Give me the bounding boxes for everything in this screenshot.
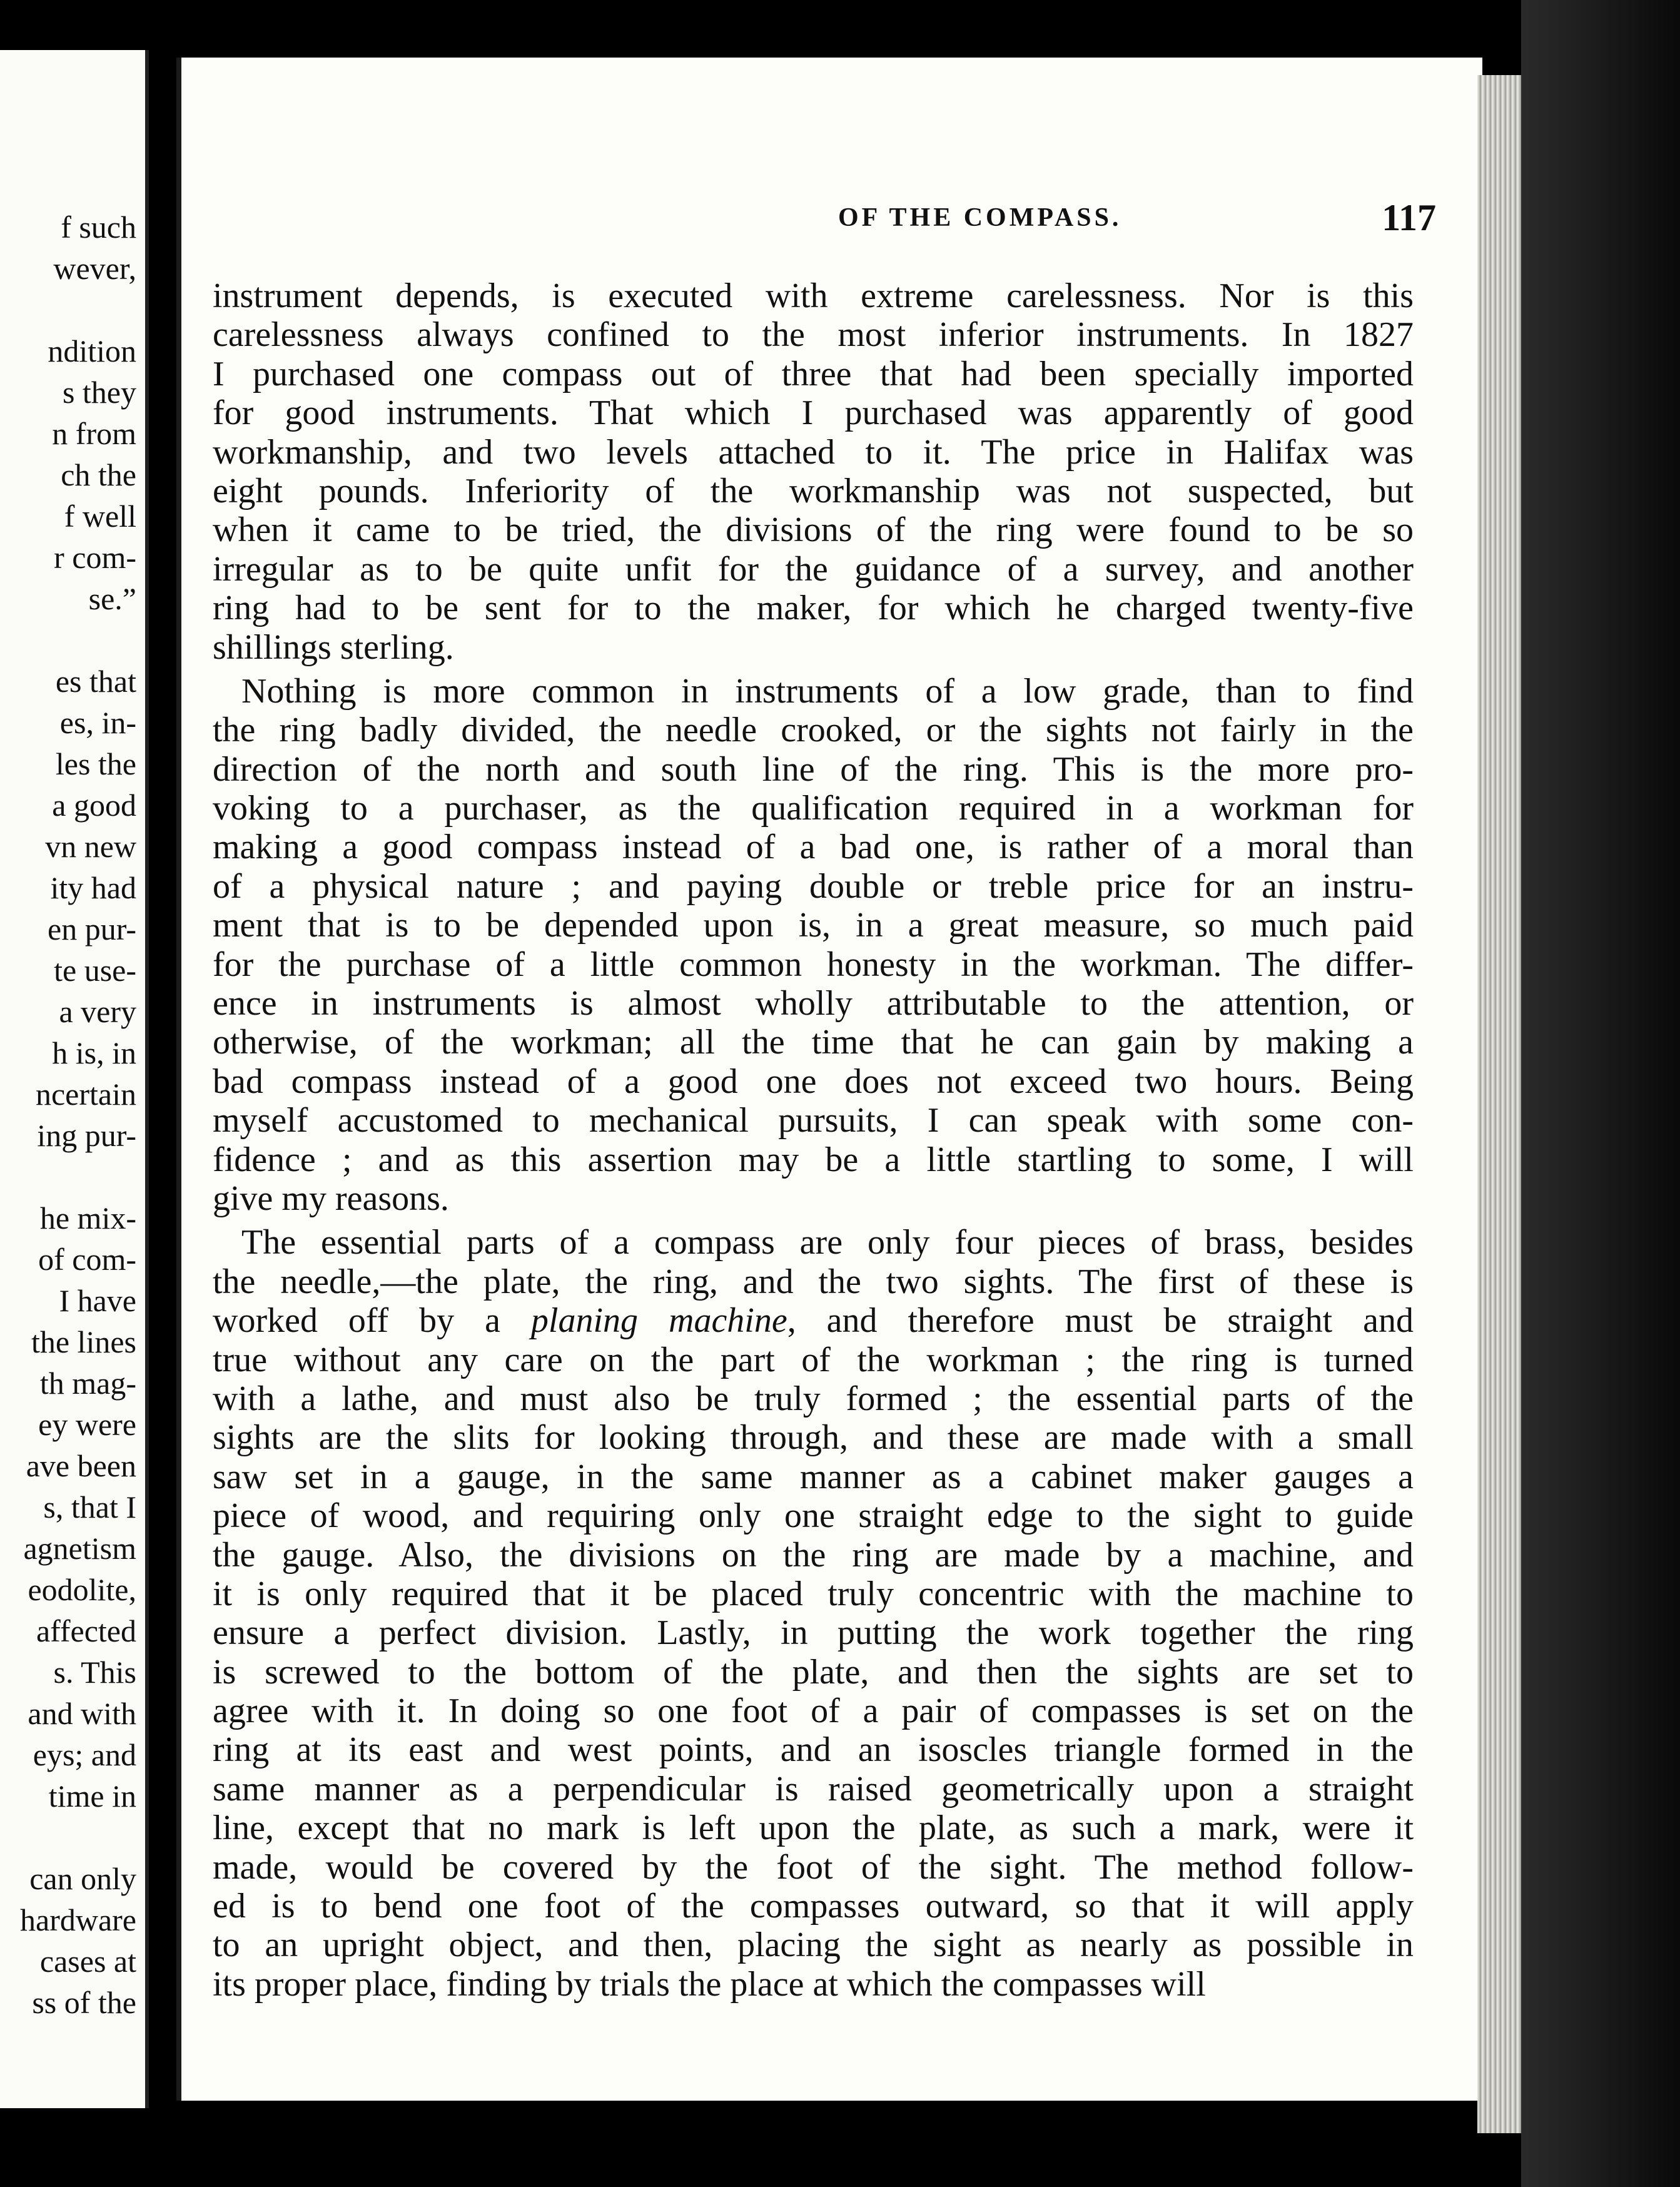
facing-page-line	[0, 1156, 136, 1197]
text-span: , and therefore must be straight and	[787, 1301, 1414, 1341]
facing-page-line: ss of the	[32, 1985, 136, 2020]
facing-page-line: cases at	[39, 1944, 136, 1979]
facing-page-text	[0, 206, 136, 2023]
italic-term: planing machine	[530, 1301, 787, 1341]
text-line: ensure a perfect division. Lastly, in putting the work together the ring	[213, 1613, 1414, 1653]
text-line: workmanship, and two levels attached to it. The price in Halifax was	[213, 432, 1414, 472]
text-line: voking to a purchaser, as the qualification required in a workman for	[213, 789, 1414, 828]
text-line: instrument depends, is executed with extreme carelessness. Nor is this	[213, 277, 1414, 315]
text-line: to an upright object, and then, placing the sight as nearly as possible in	[213, 1926, 1414, 1965]
text-line	[213, 1301, 1414, 1340]
text-line: is screwed to the bottom of the plate, and then the sights are set to	[213, 1652, 1414, 1692]
facing-page-line: ity had	[50, 870, 136, 905]
text-line: bad compass instead of a good one does not exceed two hours. Being	[213, 1062, 1414, 1101]
text-line: with a lathe, and must also be truly formed ; the essential parts of the	[213, 1379, 1414, 1418]
facing-page-line: r com-	[54, 540, 136, 575]
facing-page-line: ncertain	[35, 1077, 136, 1112]
facing-page-line: eys; and	[33, 1737, 136, 1772]
facing-page-line: ey were	[38, 1407, 136, 1442]
text-line: for the purchase of a little common honesty in the workman. The differ-	[213, 945, 1414, 984]
facing-page-line: th mag-	[39, 1366, 136, 1401]
facing-page-line	[0, 1817, 136, 1858]
text-line: the gauge. Also, the divisions on the ring are made by a machine, and	[213, 1535, 1414, 1575]
text-line: otherwise, of the workman; all the time that he can gain by making a	[213, 1023, 1414, 1062]
facing-page-line: a good	[52, 788, 136, 823]
text-line: made, would be covered by the foot of the sight. The method follow-	[213, 1847, 1414, 1887]
text-line: ence in instruments is almost wholly attributable to the attention, or	[213, 984, 1414, 1023]
text-line: myself accustomed to mechanical pursuits, I can speak with some con-	[213, 1101, 1414, 1140]
text-line: direction of the north and south line of the ring. This is the more pro-	[213, 749, 1414, 789]
facing-page-line: eodolite,	[28, 1572, 136, 1607]
facing-page-line: ch the	[61, 457, 136, 492]
text-line: same manner as a perpendicular is raised geometrically upon a straight	[213, 1769, 1414, 1809]
facing-page-line: can only	[29, 1861, 136, 1896]
facing-page-line: s. This	[53, 1655, 136, 1690]
facing-page-line: s they	[62, 375, 136, 410]
book-block-shadow	[1521, 0, 1680, 2187]
facing-page-line: ndition	[48, 333, 136, 368]
facing-page-line: of com-	[38, 1242, 136, 1277]
facing-page-line: I have	[59, 1283, 136, 1318]
text-line: ring had to be sent for to the maker, for which he charged twenty-five	[213, 589, 1414, 628]
running-head: OF THE COMPASS.	[838, 203, 1122, 232]
text-line: of a physical nature ; and paying double or treble price for an instru-	[213, 866, 1414, 906]
text-line: ring at its east and west points, and an isoscles triangle formed in the	[213, 1730, 1414, 1770]
text-span: worked off by a	[213, 1301, 531, 1341]
facing-page-line: n from	[52, 416, 136, 451]
text-line: Nothing is more common in instruments of a low grade, than to find	[241, 671, 1414, 711]
text-line: fidence ; and as this assertion may be a little startling to some, I will	[213, 1140, 1414, 1179]
facing-page-line: h is, in	[52, 1035, 136, 1070]
facing-page-line: a very	[59, 994, 136, 1029]
facing-page-line: te use-	[54, 953, 136, 988]
facing-page-line: the lines	[31, 1324, 136, 1359]
text-line: the needle,—the plate, the ring, and the two sights. The first of these is	[213, 1262, 1414, 1301]
body-text	[213, 277, 1414, 2004]
page-edges	[1477, 75, 1521, 2133]
text-line: for good instruments. That which I purchased was apparently of good	[213, 393, 1414, 433]
facing-page-line: vn new	[45, 829, 136, 864]
facing-page-line: f well	[64, 499, 136, 534]
facing-page-line: es, in-	[59, 705, 136, 740]
text-line: I purchased one compass out of three that had been specially imported	[213, 354, 1414, 393]
text-line: its proper place, finding by trials the place at which the compasses will	[213, 1964, 1206, 2004]
text-line: true without any care on the part of the workman ; the ring is turned	[213, 1340, 1414, 1379]
text-line: the ring badly divided, the needle crooked, or the sights not fairly in the	[213, 711, 1414, 750]
facing-page-line: en pur-	[48, 911, 136, 946]
text-line: ment that is to be depended upon is, in a great measure, so much paid	[213, 906, 1414, 945]
paragraph-2	[213, 672, 1414, 1218]
text-line: eight pounds. Inferiority of the workmanship was not suspected, but	[213, 471, 1414, 510]
facing-page-line: es that	[55, 664, 136, 699]
text-line: it is only required that it be placed truly concentric with the machine to	[213, 1574, 1414, 1613]
facing-page-fragment	[0, 50, 149, 2108]
facing-page-line: se.”	[88, 581, 136, 616]
text-line: The essential parts of a compass are only four pieces of brass, besides	[241, 1223, 1414, 1262]
facing-page-line: he mix-	[39, 1200, 136, 1236]
text-line: making a good compass instead of a bad one, is rather of a moral than	[213, 828, 1414, 867]
facing-page-line	[0, 619, 136, 661]
facing-page-line: les the	[55, 746, 136, 781]
facing-page-line: and with	[28, 1696, 136, 1731]
text-line: piece of wood, and requiring only one straight edge to the sight to guide	[213, 1496, 1414, 1536]
book-page	[176, 58, 1482, 2101]
text-line: saw set in a gauge, in the same manner as a cabinet maker gauges a	[213, 1457, 1414, 1496]
text-line: sights are the slits for looking through, and these are made with a small	[213, 1418, 1414, 1458]
text-line: ed is to bend one foot of the compasses outward, so that it will apply	[213, 1887, 1414, 1926]
facing-page-line: hardware	[20, 1902, 136, 1937]
page-number: 117	[1382, 197, 1436, 238]
facing-page-line: s, that I	[43, 1489, 136, 1525]
text-line: agree with it. In doing so one foot of a pair of compasses is set on the	[213, 1692, 1414, 1731]
facing-page-line: ing pur-	[37, 1118, 136, 1153]
text-line: irregular as to be quite unfit for the guidance of a survey, and another	[213, 549, 1414, 589]
facing-page-line: ave been	[26, 1448, 136, 1483]
facing-page-line: affected	[36, 1613, 136, 1648]
facing-page-line: agnetism	[23, 1531, 136, 1566]
facing-page-line: wever,	[53, 251, 136, 286]
text-line: give my reasons.	[213, 1179, 449, 1218]
facing-page-line: time in	[48, 1779, 136, 1814]
text-line: when it came to be tried, the divisions of the ring were found to be so	[213, 510, 1414, 550]
facing-page-line	[0, 289, 136, 330]
text-line: line, except that no mark is left upon the plate, as such a mark, were it	[213, 1809, 1414, 1848]
text-line: carelessness always confined to the most inferior instruments. In 1827	[213, 315, 1414, 355]
text-line: shillings sterling.	[213, 627, 454, 667]
paragraph-1	[213, 277, 1414, 667]
paragraph-3	[213, 1223, 1414, 2004]
facing-page-line: f such	[61, 210, 136, 245]
